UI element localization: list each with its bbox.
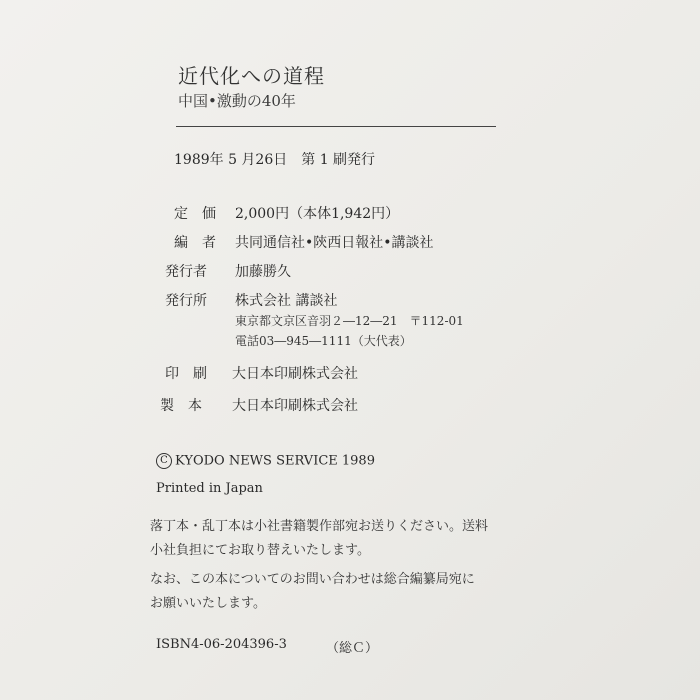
divider-rule bbox=[176, 126, 496, 127]
isbn: ISBN4-06-204396-3 bbox=[156, 637, 287, 652]
publisher-label: 発行所 bbox=[165, 293, 207, 309]
printer-label: 印 刷 bbox=[165, 366, 207, 382]
book-subtitle: 中国•激動の40年 bbox=[178, 92, 296, 110]
publisher-phone: 電話03―945―1111（大代表） bbox=[235, 334, 412, 348]
notice-line-1: 落丁本・乱丁本は小社書籍製作部宛お送りください。送料 bbox=[150, 519, 489, 534]
notice-line-4: お願いいたします。 bbox=[150, 596, 266, 611]
binder-value: 大日本印刷株式会社 bbox=[232, 398, 358, 414]
notice-line-2: 小社負担にてお取り替えいたします。 bbox=[150, 543, 370, 558]
copyright-icon: C bbox=[156, 453, 172, 469]
binder-label: 製 本 bbox=[160, 398, 202, 414]
notice-line-3: なお、この本についてのお問い合わせは総合編纂局宛に bbox=[150, 572, 475, 587]
editor-value: 共同通信社•陝西日報社•講談社 bbox=[235, 235, 434, 251]
printer-value: 大日本印刷株式会社 bbox=[232, 366, 358, 382]
publisher-person-label: 発行者 bbox=[165, 264, 207, 280]
publisher-address: 東京都文京区音羽２―12―21 〒112-01 bbox=[235, 314, 464, 328]
publication-date: 1989年 5 月26日 第 1 刷発行 bbox=[174, 152, 376, 168]
classification-code: （総Ｃ） bbox=[326, 641, 379, 656]
book-title: 近代化への道程 bbox=[178, 64, 325, 88]
publisher-value: 株式会社 講談社 bbox=[235, 293, 338, 309]
price-value: 2,000円（本体1,942円） bbox=[235, 206, 400, 222]
copyright-line bbox=[156, 453, 375, 469]
editor-label: 編 者 bbox=[174, 235, 216, 251]
copyright-text: KYODO NEWS SERVICE 1989 bbox=[175, 453, 375, 469]
printed-in: Printed in Japan bbox=[156, 481, 263, 496]
price-label: 定 価 bbox=[174, 206, 216, 222]
publisher-person-value: 加藤勝久 bbox=[235, 264, 291, 280]
